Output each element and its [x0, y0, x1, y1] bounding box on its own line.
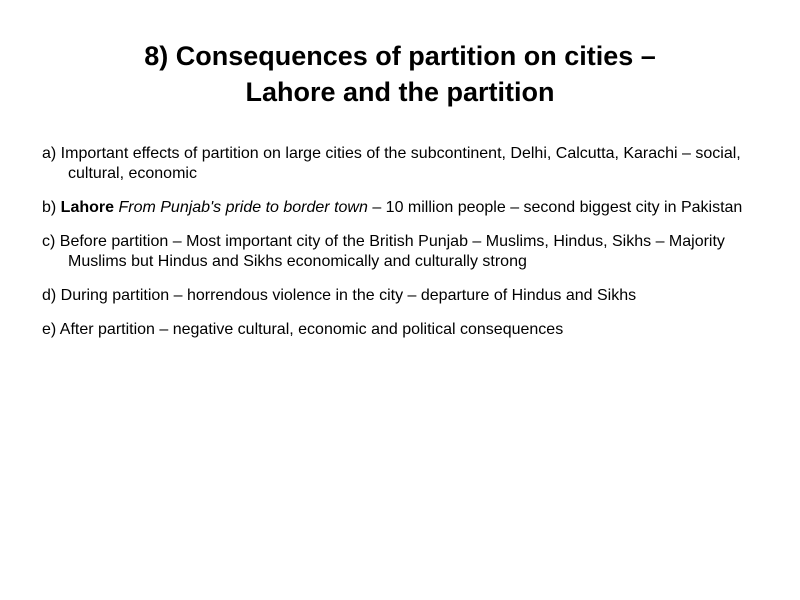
bullet-c-text: c) Before partition – Most important city of the British Punjab – Muslims, Hindus, Sikhs – Majority Muslims but Hindus and Sikhs economically and culturally strong	[42, 233, 725, 270]
title-line-2: Lahore and the partition	[245, 77, 555, 107]
bullet-b-rest: – 10 million people – second biggest city in Pakistan	[367, 199, 743, 216]
bullet-list	[42, 144, 772, 354]
bullet-b-bold-city: Lahore	[60, 199, 115, 216]
bullet-b-italic-subtitle: From Punjab's pride to border town	[118, 199, 368, 216]
bullet-d	[42, 286, 772, 306]
bullet-a	[42, 144, 772, 184]
bullet-e-text: e) After partition – negative cultural, economic and political consequences	[42, 321, 564, 338]
bullet-c	[42, 232, 772, 272]
bullet-e	[42, 320, 772, 340]
bullet-b	[42, 198, 772, 218]
bullet-d-text: d) During partition – horrendous violence in the city – departure of Hindus and Sikhs	[42, 287, 637, 304]
bullet-a-text: a) Important effects of partition on large cities of the subcontinent, Delhi, Calcutta, Karachi – social, cultural, economic	[42, 145, 741, 182]
slide-title	[40, 38, 760, 110]
title-line-1: 8) Consequences of partition on cities –	[144, 41, 656, 71]
bullet-b-prefix: b)	[42, 199, 61, 216]
